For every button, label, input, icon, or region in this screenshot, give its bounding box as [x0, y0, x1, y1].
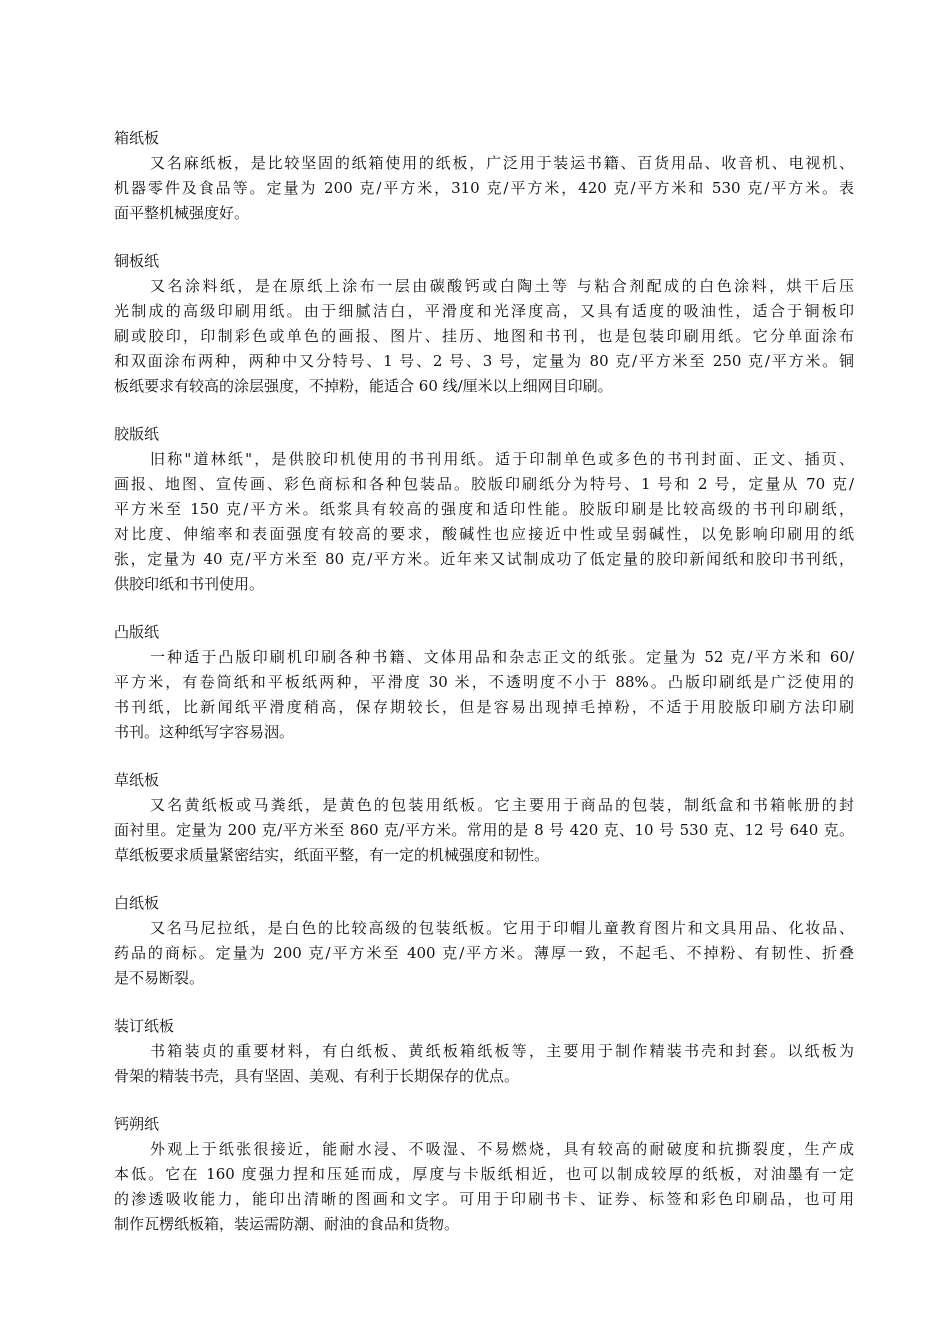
paragraph-line: 又名黄纸板或马粪纸，是黄色的包装用纸板。它主要用于商品的包装，制纸盒和书箱帐册的封: [150, 796, 854, 814]
paragraph-line: 光制成的高级印刷用纸。由于细腻洁白，平滑度和光泽度高，又具有适度的吸油性，适合于铜板印: [114, 302, 854, 320]
paragraph-line: 书刊。这种纸写字容易洇。: [114, 723, 295, 741]
paragraph-line: 制作瓦楞纸板箱，装运需防潮、耐油的食品和货物。: [114, 1215, 460, 1233]
section-heading: 铜板纸: [114, 252, 160, 270]
paper-type-section: [114, 768, 854, 868]
section-heading: 胶版纸: [114, 425, 160, 443]
paragraph-line: 刷或胶印，印制彩色或单色的画报、图片、挂历、地图和书刊，也是包装印刷用纸。它分单面涂布: [114, 327, 854, 345]
paragraph-line: 机器零件及食品等。定量为 200 克/平方米，310 克/平方米，420 克/平方米和 530 克/平方米。表: [114, 179, 854, 197]
paragraph-line: 画报、地图、宣传画、彩色商标和各种包装品。胶版印刷纸分为特号、1 号和 2 号，定量从 70 克/: [114, 475, 854, 493]
paragraph-line: 供胶印纸和书刊使用。: [114, 575, 265, 593]
section-paragraph: [114, 645, 854, 745]
paragraph-line: 板纸要求有较高的涂层强度，不掉粉，能适合 60 线/厘米以上细网目印刷。: [114, 377, 613, 395]
paragraph-line: 一种适于凸版印刷机印刷各种书籍、文体用品和杂志正文的纸张。定量为 52 克/平方米和 60/: [150, 648, 854, 666]
section-heading: 钙朔纸: [114, 1115, 160, 1133]
paper-type-section: [114, 620, 854, 745]
section-paragraph: [114, 447, 854, 597]
section-paragraph: [114, 151, 854, 226]
paragraph-line: 面衬里。定量为 200 克/平方米至 860 克/平方米。常用的是 8 号 420 克、10 号 530 克、12 号 640 克。: [114, 821, 854, 839]
section-heading: 草纸板: [114, 771, 160, 789]
paragraph-line: 又名涂料纸，是在原纸上涂布一层由碳酸钙或白陶土等 与粘合剂配成的白色涂料，烘干后压: [150, 277, 854, 295]
paragraph-line: 平方米，有卷筒纸和平板纸两种，平滑度 30 米，不透明度不小于 88%。凸版印刷纸是广泛使用的: [114, 673, 854, 691]
section-paragraph: [114, 793, 854, 868]
section-heading: 凸版纸: [114, 623, 160, 641]
paragraph-line: 平方米至 150 克/平方米。纸浆具有较高的强度和适印性能。胶版印刷是比较高级的书刊印刷纸，: [114, 500, 854, 518]
paragraph-line: 张，定量为 40 克/平方米至 80 克/平方米。近年来又试制成功了低定量的胶印新闻纸和胶印书刊纸，: [114, 550, 854, 568]
paragraph-line: 外观上于纸张很接近，能耐水浸、不吸湿、不易燃烧，具有较高的耐破度和抗撕裂度，生产成: [150, 1140, 854, 1158]
paper-type-section: [114, 891, 854, 991]
paragraph-line: 本低。它在 160 度强力捏和压延而成，厚度与卡版纸相近，也可以制成较厚的纸板，对油墨有一定: [114, 1165, 854, 1183]
paragraph-line: 书箱装贞的重要材料，有白纸板、黄纸板箱纸板等，主要用于制作精装书壳和封套。以纸板为: [150, 1042, 854, 1060]
document-body: [114, 126, 854, 1260]
paragraph-line: 面平整机械强度好。: [114, 204, 250, 222]
paragraph-line: 骨架的精装书壳，具有坚固、美观、有利于长期保存的优点。: [114, 1067, 520, 1085]
paper-type-section: [114, 422, 854, 597]
paragraph-line: 草纸板要求质量紧密结实，纸面平整，有一定的机械强度和韧性。: [114, 846, 550, 864]
paragraph-line: 对比度、伸缩率和表面强度有较高的要求，酸碱性也应接近中性或呈弱碱性，以免影响印刷用的纸: [114, 525, 854, 543]
section-heading: 白纸板: [114, 894, 160, 912]
paper-type-section: [114, 1112, 854, 1237]
paper-type-section: [114, 126, 854, 226]
paragraph-line: 又名麻纸板，是比较坚固的纸箱使用的纸板，广泛用于装运书籍、百货用品、收音机、电视机、: [150, 154, 854, 172]
paper-type-section: [114, 1014, 854, 1089]
paragraph-line: 又名马尼拉纸，是白色的比较高级的包装纸板。它用于印帽儿童教育图片和文具用品、化妆品、: [150, 919, 854, 937]
paragraph-line: 书刊纸，比新闻纸平滑度稍高，保存期较长，但是容易出现掉毛掉粉，不适于用胶版印刷方法印刷: [114, 698, 854, 716]
section-heading: 箱纸板: [114, 129, 160, 147]
section-paragraph: [114, 1039, 854, 1089]
section-paragraph: [114, 1137, 854, 1237]
paragraph-line: 和双面涂布两种，两种中又分特号、1 号、2 号、3 号，定量为 80 克/平方米至 250 克/平方米。铜: [114, 352, 854, 370]
paragraph-line: 的渗透吸收能力，能印出清晰的图画和文字。可用于印刷书卡、证券、标签和彩色印刷品，也可用: [114, 1190, 854, 1208]
section-paragraph: [114, 274, 854, 399]
section-heading: 装订纸板: [114, 1017, 175, 1035]
paper-type-section: [114, 249, 854, 399]
paragraph-line: 旧称"道林纸"，是供胶印机使用的书刊用纸。适于印制单色或多色的书刊封面、正文、插页、: [150, 450, 854, 468]
paragraph-line: 药品的商标。定量为 200 克/平方米至 400 克/平方米。薄厚一致，不起毛、不掉粉、有韧性、折叠: [114, 944, 854, 962]
paragraph-line: 是不易断裂。: [114, 969, 205, 987]
section-paragraph: [114, 916, 854, 991]
